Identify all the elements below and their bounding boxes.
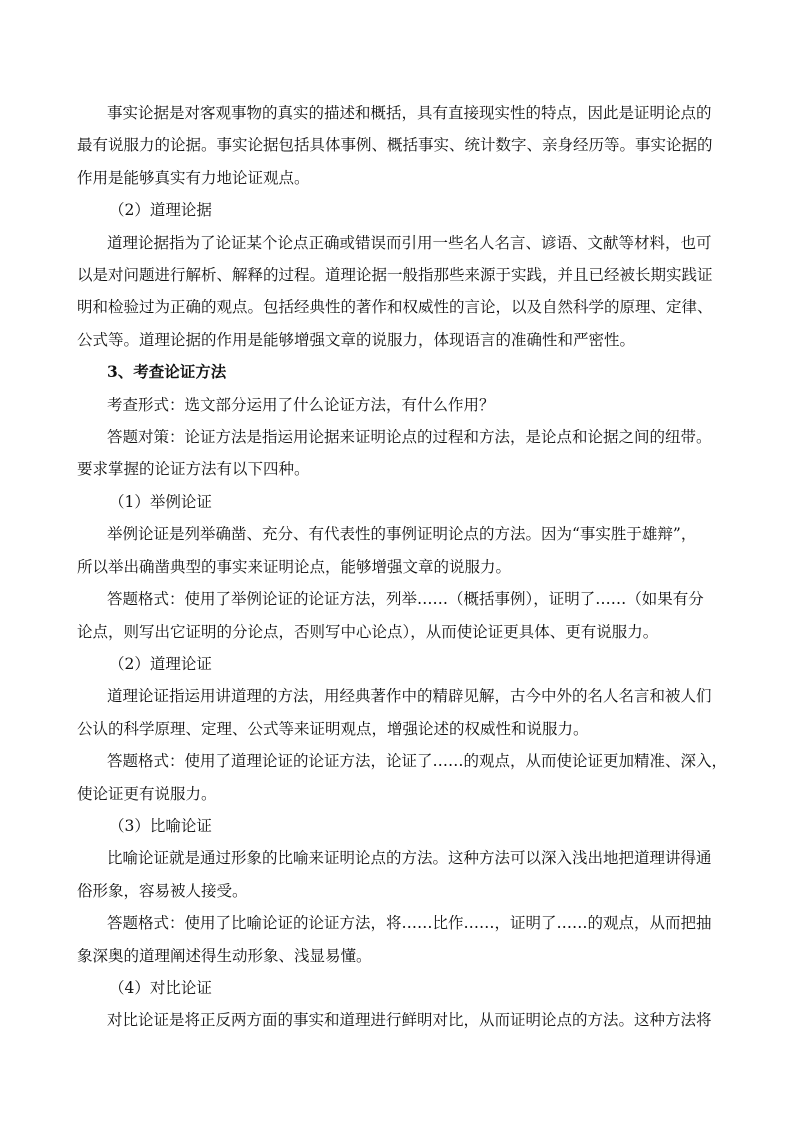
body-line: 以是对问题进行解析、解释的过程。道理论据一般指那些来源于实践，并且已经被长期实践证 xyxy=(77,266,713,285)
body-line: 所以举出确凿典型的事实来证明论点，能够增强文章的说服力。 xyxy=(77,557,512,576)
document-body xyxy=(77,97,737,1037)
body-line: 比喻论证就是通过形象的比喻来证明论点的方法。这种方法可以深入浅出地把道理讲得通 xyxy=(107,849,712,868)
body-line: 举例论证是列举确凿、充分、有代表性的事例证明论点的方法。因为“事实胜于雄辩”， xyxy=(107,525,697,544)
subheading-example: （1）举例论证 xyxy=(109,492,212,511)
body-line: 象深奥的道理阐述得生动形象、浅显易懂。 xyxy=(77,946,372,965)
body-line: 使论证更有说服力。 xyxy=(77,784,217,803)
body-line: 道理论证指运用讲道理的方法，用经典著作中的精辟见解，古今中外的名人名言和被人们 xyxy=(107,687,712,706)
body-line: 答题格式：使用了举例论证的论证方法，列举……（概括事例），证明了……（如果有分 xyxy=(107,590,704,609)
body-line: 考查形式：选文部分运用了什么论证方法，有什么作用？ xyxy=(107,395,495,414)
body-line: 要求掌握的论证方法有以下四种。 xyxy=(77,460,310,479)
subheading-reasoning: （2）道理论证 xyxy=(109,654,212,673)
body-line: 最有说服力的论据。事实论据包括具体事例、概括事实、统计数字、亲身经历等。事实论据的 xyxy=(77,136,713,155)
body-line: 明和检验过为正确的观点。包括经典性的著作和权威性的言论，以及自然科学的原理、定律、 xyxy=(77,298,713,317)
subheading-contrast: （4）对比论证 xyxy=(109,978,212,997)
body-line: 道理论据指为了论证某个论点正确或错误而引用一些名人名言、谚语、文献等材料，也可 xyxy=(107,233,712,252)
body-line: 对比论证是将正反两方面的事实和道理进行鲜明对比，从而证明论点的方法。这种方法将 xyxy=(107,1011,712,1030)
body-line: 公式等。道理论据的作用是能够增强文章的说服力，体现语言的准确性和严密性。 xyxy=(77,330,636,349)
body-line: 俗形象，容易被人接受。 xyxy=(77,881,248,900)
body-line: 答题格式：使用了比喻论证的论证方法，将……比作……，证明了……的观点，从而把抽 xyxy=(107,914,712,933)
body-line: 答题格式：使用了道理论证的论证方法，论证了……的观点，从而使论证更加精准、深入， xyxy=(107,752,728,771)
body-line: 公认的科学原理、定理、公式等来证明观点，增强论述的权威性和说服力。 xyxy=(77,719,589,738)
body-line: 答题对策：论证方法是指运用论据来证明论点的过程和方法，是论点和论据之间的纽带。 xyxy=(107,428,712,447)
subheading-fact-reasoning: （2）道理论据 xyxy=(109,201,212,220)
body-line: 论点，则写出它证明的分论点，否则写中心论点），从而使论证更具体、更有说服力。 xyxy=(77,622,659,641)
body-line: 事实论据是对客观事物的真实的描述和概括，具有直接现实性的特点，因此是证明论点的 xyxy=(107,104,712,122)
body-line: 作用是能够真实有力地论证观点。 xyxy=(77,168,310,187)
section-heading-methods: 3、考查论证方法 xyxy=(107,362,227,382)
subheading-metaphor: （3）比喻论证 xyxy=(109,816,212,835)
